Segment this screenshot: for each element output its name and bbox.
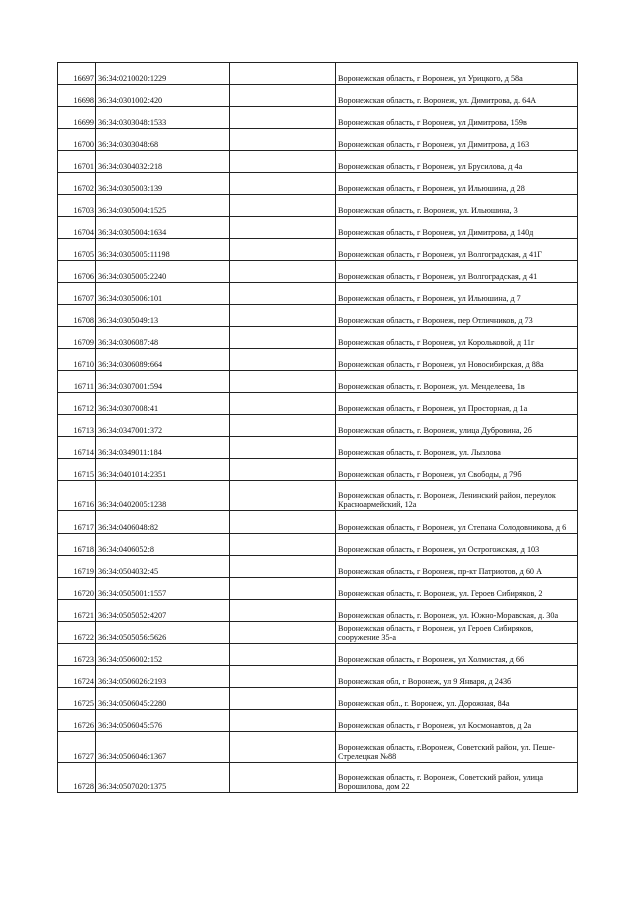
cadastral-number: 36:34:0303048:68 bbox=[96, 129, 230, 151]
row-number: 16702 bbox=[58, 173, 96, 195]
row-number: 16707 bbox=[58, 283, 96, 305]
empty-cell bbox=[230, 261, 336, 283]
table-row bbox=[58, 327, 578, 349]
cadastral-number: 36:34:0402005:1238 bbox=[96, 481, 230, 511]
table-row bbox=[58, 578, 578, 600]
empty-cell bbox=[230, 556, 336, 578]
empty-cell bbox=[230, 107, 336, 129]
address-cell: Воронежская обл, г Воронеж, ул 9 Января, д 243б bbox=[336, 666, 578, 688]
table-row bbox=[58, 763, 578, 793]
row-number: 16721 bbox=[58, 600, 96, 622]
address-cell: Воронежская область, г Воронеж, ул Ильюшина, д 7 bbox=[336, 283, 578, 305]
row-number: 16709 bbox=[58, 327, 96, 349]
row-number: 16720 bbox=[58, 578, 96, 600]
row-number: 16724 bbox=[58, 666, 96, 688]
table-row bbox=[58, 151, 578, 173]
empty-cell bbox=[230, 732, 336, 763]
table-row bbox=[58, 393, 578, 415]
row-number: 16719 bbox=[58, 556, 96, 578]
address-cell: Воронежская область, г. Воронеж, ул. Южно-Моравская, д. 30а bbox=[336, 600, 578, 622]
cadastral-number: 36:34:0305006:101 bbox=[96, 283, 230, 305]
cadastral-number: 36:34:0507020:1375 bbox=[96, 763, 230, 793]
row-number: 16708 bbox=[58, 305, 96, 327]
table-row bbox=[58, 85, 578, 107]
address-cell: Воронежская область, г. Воронеж, улица Дубровина, 2б bbox=[336, 415, 578, 437]
address-cell: Воронежская область, г. Воронеж, ул. Ильюшина, 3 bbox=[336, 195, 578, 217]
table-row bbox=[58, 511, 578, 534]
address-cell: Воронежская область, г Воронеж, ул Ильюшина, д 28 bbox=[336, 173, 578, 195]
row-number: 16700 bbox=[58, 129, 96, 151]
table-row bbox=[58, 349, 578, 371]
table-row bbox=[58, 239, 578, 261]
row-number: 16706 bbox=[58, 261, 96, 283]
empty-cell bbox=[230, 644, 336, 666]
address-cell: Воронежская область, г Воронеж, ул Свободы, д 79б bbox=[336, 459, 578, 481]
table-row bbox=[58, 644, 578, 666]
address-cell: Воронежская обл., г. Воронеж, ул. Дорожная, 84а bbox=[336, 688, 578, 710]
cadastral-number: 36:34:0406048:82 bbox=[96, 511, 230, 534]
row-number: 16715 bbox=[58, 459, 96, 481]
address-cell: Воронежская область, г Воронеж, ул Космонавтов, д 2а bbox=[336, 710, 578, 732]
table-row bbox=[58, 556, 578, 578]
table-row bbox=[58, 710, 578, 732]
row-number: 16711 bbox=[58, 371, 96, 393]
table-row bbox=[58, 195, 578, 217]
row-number: 16726 bbox=[58, 710, 96, 732]
cadastral-number: 36:34:0506045:2280 bbox=[96, 688, 230, 710]
address-cell: Воронежская область, г Воронеж, ул Димитрова, 159в bbox=[336, 107, 578, 129]
empty-cell bbox=[230, 763, 336, 793]
row-number: 16697 bbox=[58, 63, 96, 85]
table-row bbox=[58, 415, 578, 437]
cadastral-number: 36:34:0305004:1634 bbox=[96, 217, 230, 239]
empty-cell bbox=[230, 437, 336, 459]
table-row bbox=[58, 107, 578, 129]
cadastral-number: 36:34:0306087:48 bbox=[96, 327, 230, 349]
row-number: 16722 bbox=[58, 622, 96, 644]
row-number: 16705 bbox=[58, 239, 96, 261]
address-cell: Воронежская область, г. Воронеж, Ленинский район, переулок Красноармейский, 12а bbox=[336, 481, 578, 511]
empty-cell bbox=[230, 349, 336, 371]
cadastral-number: 36:34:0307001:594 bbox=[96, 371, 230, 393]
address-cell: Воронежская область, г Воронеж, ул Урицкого, д 58а bbox=[336, 63, 578, 85]
cadastral-number: 36:34:0506046:1367 bbox=[96, 732, 230, 763]
address-cell: Воронежская область, г Воронеж, ул Просторная, д 1а bbox=[336, 393, 578, 415]
table-row bbox=[58, 622, 578, 644]
empty-cell bbox=[230, 622, 336, 644]
empty-cell bbox=[230, 305, 336, 327]
empty-cell bbox=[230, 195, 336, 217]
empty-cell bbox=[230, 600, 336, 622]
row-number: 16727 bbox=[58, 732, 96, 763]
cadastral-number: 36:34:0504032:45 bbox=[96, 556, 230, 578]
row-number: 16718 bbox=[58, 534, 96, 556]
empty-cell bbox=[230, 666, 336, 688]
cadastral-number: 36:34:0303048:1533 bbox=[96, 107, 230, 129]
cadastral-number: 36:34:0304032:218 bbox=[96, 151, 230, 173]
row-number: 16701 bbox=[58, 151, 96, 173]
table-row bbox=[58, 688, 578, 710]
address-cell: Воронежская область, г Воронеж, ул Брусилова, д 4а bbox=[336, 151, 578, 173]
address-cell: Воронежская область, г. Воронеж, ул. Героев Сибиряков, 2 bbox=[336, 578, 578, 600]
cadastral-number: 36:34:0505001:1557 bbox=[96, 578, 230, 600]
table-row bbox=[58, 217, 578, 239]
registry-table-body bbox=[58, 63, 578, 793]
cadastral-number: 36:34:0305049:13 bbox=[96, 305, 230, 327]
empty-cell bbox=[230, 534, 336, 556]
address-cell: Воронежская область, г Воронеж, ул Острогожская, д 103 bbox=[336, 534, 578, 556]
cadastral-number: 36:34:0210020:1229 bbox=[96, 63, 230, 85]
empty-cell bbox=[230, 129, 336, 151]
table-row bbox=[58, 534, 578, 556]
row-number: 16704 bbox=[58, 217, 96, 239]
empty-cell bbox=[230, 511, 336, 534]
address-cell: Воронежская область, г. Воронеж, ул. Лызлова bbox=[336, 437, 578, 459]
row-number: 16699 bbox=[58, 107, 96, 129]
cadastral-number: 36:34:0401014:2351 bbox=[96, 459, 230, 481]
row-number: 16714 bbox=[58, 437, 96, 459]
empty-cell bbox=[230, 85, 336, 107]
address-cell: Воронежская область, г. Воронеж, ул. Димитрова, д. 64А bbox=[336, 85, 578, 107]
cadastral-number: 36:34:0505052:4207 bbox=[96, 600, 230, 622]
table-row bbox=[58, 129, 578, 151]
address-cell: Воронежская область, г Воронеж, ул Волгоградская, д 41Г bbox=[336, 239, 578, 261]
table-row bbox=[58, 283, 578, 305]
table-row bbox=[58, 305, 578, 327]
address-cell: Воронежская область, г Воронеж, ул Димитрова, д 140д bbox=[336, 217, 578, 239]
empty-cell bbox=[230, 239, 336, 261]
cadastral-number: 36:34:0506045:576 bbox=[96, 710, 230, 732]
table-row bbox=[58, 371, 578, 393]
empty-cell bbox=[230, 415, 336, 437]
row-number: 16717 bbox=[58, 511, 96, 534]
cadastral-number: 36:34:0506002:152 bbox=[96, 644, 230, 666]
empty-cell bbox=[230, 173, 336, 195]
table-row bbox=[58, 600, 578, 622]
address-cell: Воронежская область, г Воронеж, пер Отличников, д 73 bbox=[336, 305, 578, 327]
empty-cell bbox=[230, 327, 336, 349]
empty-cell bbox=[230, 151, 336, 173]
address-cell: Воронежская область, г. Воронеж, ул. Менделеева, 1в bbox=[336, 371, 578, 393]
cadastral-number: 36:34:0305005:11198 bbox=[96, 239, 230, 261]
registry-table bbox=[57, 62, 578, 793]
cadastral-number: 36:34:0505056:5626 bbox=[96, 622, 230, 644]
table-row bbox=[58, 732, 578, 763]
cadastral-number: 36:34:0406052:8 bbox=[96, 534, 230, 556]
cadastral-number: 36:34:0349011:184 bbox=[96, 437, 230, 459]
address-cell: Воронежская область, г Воронеж, ул Волгоградская, д 41 bbox=[336, 261, 578, 283]
row-number: 16728 bbox=[58, 763, 96, 793]
table-row bbox=[58, 459, 578, 481]
cadastral-number: 36:34:0307008:41 bbox=[96, 393, 230, 415]
empty-cell bbox=[230, 371, 336, 393]
address-cell: Воронежская область, г. Воронеж, Советский район, улица Ворошилова, дом 22 bbox=[336, 763, 578, 793]
table-row bbox=[58, 63, 578, 85]
table-row bbox=[58, 481, 578, 511]
cadastral-number: 36:34:0506026:2193 bbox=[96, 666, 230, 688]
row-number: 16716 bbox=[58, 481, 96, 511]
empty-cell bbox=[230, 283, 336, 305]
address-cell: Воронежская область, г.Воронеж, Советский район, ул. Пеше-Стрелецкая №88 bbox=[336, 732, 578, 763]
empty-cell bbox=[230, 578, 336, 600]
row-number: 16725 bbox=[58, 688, 96, 710]
row-number: 16723 bbox=[58, 644, 96, 666]
address-cell: Воронежская область, г Воронеж, ул Степана Солодовникова, д 6 bbox=[336, 511, 578, 534]
row-number: 16703 bbox=[58, 195, 96, 217]
address-cell: Воронежская область, г Воронеж, пр-кт Патриотов, д 60 А bbox=[336, 556, 578, 578]
address-cell: Воронежская область, г Воронеж, ул Героев Сибиряков, сооружение 35-а bbox=[336, 622, 578, 644]
table-row bbox=[58, 173, 578, 195]
empty-cell bbox=[230, 393, 336, 415]
address-cell: Воронежская область, г Воронеж, ул Корольковой, д 11г bbox=[336, 327, 578, 349]
row-number: 16698 bbox=[58, 85, 96, 107]
empty-cell bbox=[230, 217, 336, 239]
empty-cell bbox=[230, 688, 336, 710]
table-row bbox=[58, 437, 578, 459]
cadastral-number: 36:34:0301002:420 bbox=[96, 85, 230, 107]
row-number: 16710 bbox=[58, 349, 96, 371]
empty-cell bbox=[230, 710, 336, 732]
cadastral-number: 36:34:0305004:1525 bbox=[96, 195, 230, 217]
row-number: 16712 bbox=[58, 393, 96, 415]
row-number: 16713 bbox=[58, 415, 96, 437]
cadastral-number: 36:34:0305005:2240 bbox=[96, 261, 230, 283]
cadastral-number: 36:34:0305003:139 bbox=[96, 173, 230, 195]
address-cell: Воронежская область, г Воронеж, ул Холмистая, д 66 bbox=[336, 644, 578, 666]
table-row bbox=[58, 666, 578, 688]
address-cell: Воронежская область, г Воронеж, ул Новосибирская, д 88а bbox=[336, 349, 578, 371]
table-row bbox=[58, 261, 578, 283]
cadastral-number: 36:34:0347001:372 bbox=[96, 415, 230, 437]
empty-cell bbox=[230, 63, 336, 85]
empty-cell bbox=[230, 481, 336, 511]
address-cell: Воронежская область, г Воронеж, ул Димитрова, д 163 bbox=[336, 129, 578, 151]
cadastral-number: 36:34:0306089:664 bbox=[96, 349, 230, 371]
empty-cell bbox=[230, 459, 336, 481]
